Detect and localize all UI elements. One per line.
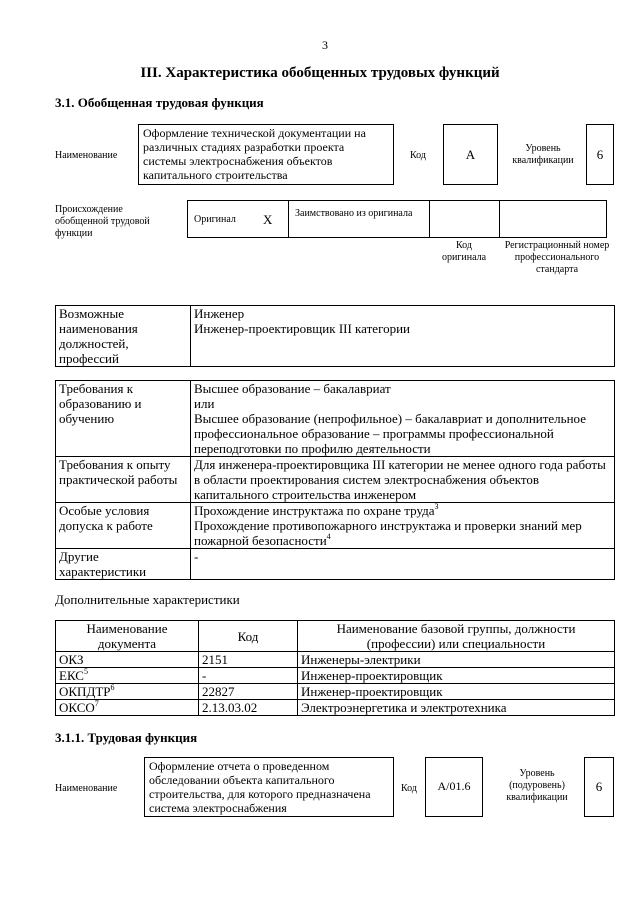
positions-label: Возможные наименования должностей, профессий [56, 306, 191, 367]
table-row [56, 700, 615, 716]
tf-name-label: Наименование [55, 783, 118, 794]
original-label: Оригинал [194, 214, 236, 225]
gtf-name-label: Наименование [55, 150, 118, 161]
col-header-doc: Наименование документа [56, 621, 199, 652]
position-line: Инженер [194, 306, 245, 321]
name-cell: Инженер-проектировщик [298, 684, 615, 700]
table-row [56, 652, 615, 668]
table-row [56, 684, 615, 700]
tf-level-value: 6 [584, 757, 614, 817]
footnote-ref: 3 [434, 502, 439, 511]
req-other-label: Другие характеристики [56, 549, 191, 580]
req-line: Высшее образование – бакалавриат [194, 381, 391, 396]
doc-cell: ОКСО [59, 700, 95, 715]
req-special-label: Особые условия допуска к работе [56, 503, 191, 549]
req-education-label: Требования к образованию и обучению [56, 381, 191, 457]
code-cell: - [199, 668, 298, 684]
additional-title: Дополнительные характеристики [55, 592, 240, 607]
original-mark: Х [263, 212, 273, 227]
req-other-value: - [191, 549, 615, 580]
code-cell: 22827 [199, 684, 298, 700]
req-line: или [194, 396, 215, 411]
col-header-code: Код [199, 621, 298, 652]
position-line: Инженер-проектировщик III категории [194, 321, 410, 336]
req-education-value [191, 381, 615, 457]
page-number: 3 [322, 38, 328, 52]
tf-heading: 3.1.1. Трудовая функция [55, 730, 198, 745]
additional-table [55, 620, 615, 716]
gtf-name-value: Оформление технической документации на различных стадиях разработки проекта системы электроснабжения объектов капитального строительства [138, 124, 394, 185]
code-cell: 2151 [199, 652, 298, 668]
tf-code-value: A/01.6 [425, 757, 483, 817]
gtf-code-label: Код [410, 150, 426, 161]
origin-divider [499, 201, 500, 237]
name-cell: Инженеры-электрики [298, 652, 615, 668]
footnote-ref: 6 [110, 683, 115, 692]
origin-divider [429, 201, 430, 237]
code-cell: 2.13.03.02 [199, 700, 298, 716]
tf-code-label: Код [401, 783, 417, 794]
req-experience-value: Для инженера-проектировщика III категории не менее одного года работы в области проектирования систем электроснабжения объектов капитального строительства инженером [191, 457, 615, 503]
doc-cell: ЕКС [59, 668, 84, 683]
tf-name-value: Оформление отчета о проведенном обследовании объекта капитального строительства, для которого предназначена система электроснабжения [144, 757, 394, 817]
footnote-ref: 5 [83, 667, 88, 676]
gtf-heading: 3.1. Обобщенная трудовая функция [55, 95, 264, 110]
tf-level-label: Уровень (подуровень) квалификации [506, 768, 568, 803]
req-line: Прохождение инструктажа по охране труда$^3$ [194, 502, 439, 518]
reg-number-caption: Регистрационный номер профессионального стандарта [504, 240, 610, 275]
gtf-code-value: А [443, 124, 498, 185]
col-header-name: Наименование базовой группы, должности (профессии) или специальности [298, 621, 615, 652]
req-line: Высшее образование (непрофильное) – бакалавриат и дополнительное профессиональное образование – программы профессиональной переподготовки по профилю деятельности [194, 411, 586, 456]
section-title: III. Характеристика обобщенных трудовых функций [140, 65, 500, 81]
doc-cell: ОКПДТР [59, 684, 111, 699]
doc-cell: ОКЗ [59, 652, 84, 667]
origin-table [187, 200, 607, 238]
name-cell: Электроэнергетика и электротехника [298, 700, 615, 716]
req-experience-label: Требования к опыту практической работы [56, 457, 191, 503]
gtf-origin-label: Происхождение обобщенной трудовой функции [55, 204, 150, 239]
requirements-table [55, 380, 615, 580]
name-cell: Инженер-проектировщик [298, 668, 615, 684]
req-special-value [191, 503, 615, 549]
origin-code-caption: Код оригинала [441, 240, 487, 263]
origin-divider [288, 201, 289, 237]
table-row [56, 668, 615, 684]
req-line: Прохождение противопожарного инструктажа и проверки знаний мер пожарной безопасности$^4$ [194, 518, 582, 548]
footnote-ref: 7 [94, 699, 99, 708]
borrowed-label: Заимствовано из оригинала [295, 208, 413, 219]
footnote-ref: 4 [326, 532, 331, 541]
gtf-level-label: Уровень квалификации [512, 143, 574, 166]
positions-table [55, 305, 615, 367]
gtf-level-value: 6 [586, 124, 614, 185]
positions-value [191, 306, 615, 367]
